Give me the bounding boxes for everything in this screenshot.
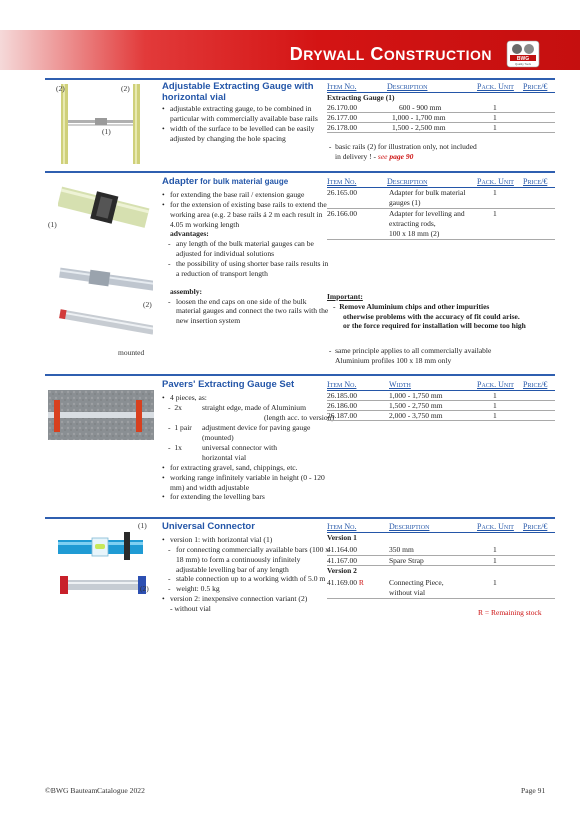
universal-connector-image — [58, 530, 153, 610]
table-header: Item No. Width Pack. Unit Price/€ — [327, 380, 555, 391]
callout-1: (1) — [102, 127, 111, 136]
product-table — [327, 177, 555, 240]
table-header: Item No. Description Pack. Unit Price/€ — [327, 522, 555, 533]
table-header: Item No. Description Pack. Unit Price/€ — [327, 177, 555, 188]
callout-mounted: mounted — [118, 348, 145, 357]
section-divider — [45, 78, 555, 80]
important-note: Important: - Remove Aluminium chips and other impurities otherwise problems with the accuracy of fit could arise. or the force required for installation will become too high — [327, 292, 526, 331]
product-description: • for extending the base rail / extension gauge • for the extension of existing base rails to extend the working area (e.g. 2 base rails á 2 m each result in 4.05 m working length advantages: - any length of the bulk material gauges can be adjusted for individual solutions - the possibility of using shorter base rails results in a reduction of transport length assembly: - loosen the end caps on one side of the bulk material gauges and connect the two rails with the new insertion system — [162, 190, 332, 326]
product-table — [327, 522, 555, 599]
section-divider — [45, 171, 555, 173]
table-row: 26.185.00 1,000 - 1,750 mm 1 — [327, 391, 555, 401]
callout-1: (1) — [138, 521, 147, 530]
page-title: DRYWALL CONSTRUCTION — [289, 44, 492, 64]
table-row: 41.167.00 Spare Strap 1 — [327, 556, 555, 566]
table-group-label: Version 2 — [327, 566, 357, 575]
bullet: • width of the surface to be levelled can be easily adjusted by changing the hole spacing — [162, 124, 332, 144]
product-description — [162, 104, 332, 143]
note: - basic rails (2) for illustration only, not included in delivery ! - see page 90 — [327, 142, 477, 161]
note: - same principle applies to all commercially available Aluminium profiles 100 x 18 mm only — [327, 346, 492, 365]
bullet: • adjustable extracting gauge, to be combined in particular with commercially available base rails — [162, 104, 332, 124]
product-title: Universal Connector — [162, 521, 255, 532]
extracting-gauge-image — [55, 84, 150, 164]
table-row: 41.164.00 350 mm 1 — [327, 543, 555, 556]
table-row: 26.187.00 2,000 - 3,750 mm 1 — [327, 411, 555, 421]
version-item: - weight: 0.5 kg — [162, 584, 330, 594]
table-row: 26.166.00 Adapter for levelling and extracting rods, 100 x 18 mm (2) 1 — [327, 209, 555, 240]
table-row: 26.177.00 1,000 - 1,700 mm 1 — [327, 113, 555, 123]
table-header: Item No. Description Pack. Unit Price/€ — [327, 82, 555, 93]
version-item: - stable connection up to a working width of 5.0 m — [162, 574, 330, 584]
version-item: - for connecting commercially available bars (100 x 18 mm) to form a continuously infinitely adjustable levelling bar of any length — [162, 545, 330, 575]
product-table — [327, 380, 555, 421]
callout-2: (2) — [143, 300, 152, 309]
table-group-label: Version 1 — [327, 533, 357, 542]
table-row: 41.169.00 R Connecting Piece, without vial 1 — [327, 576, 555, 599]
callout-2: (2) — [140, 584, 149, 593]
bwg-logo — [506, 40, 540, 68]
pavers-gauge-image — [48, 390, 154, 440]
table-group-label: Extracting Gauge (1) — [327, 93, 395, 102]
remaining-stock-note: R = Remaining stock — [478, 608, 542, 617]
bullet: • working range infinitely variable in height (0 - 120 mm) and width adjustable — [162, 473, 334, 493]
callout-2a: (2) — [56, 84, 65, 93]
svg-text:BWG: BWG — [516, 55, 530, 62]
product-description: • 4 pieces, as: - 2x straight edge, made of Aluminium (length acc. to version) - 1 pair adjustment device for paving gauge (mounted) - 1x universal connector with horizontal vial • for extracting gravel, sand, chippings, etc. • working range infinitely variable in height (0 - 120 mm) and width adjustable • for extending the levelling bars — [162, 393, 334, 502]
bullet: • for extending the base rail / extension gauge — [162, 190, 332, 200]
section-divider — [45, 374, 555, 376]
advantage-item: - any length of the bulk material gauges can be adjusted for individual solutions — [162, 239, 332, 259]
table-row: 26.165.00 Adapter for bulk material gauges (1) 1 — [327, 188, 555, 209]
callout-2b: (2) — [121, 84, 130, 93]
product-description: • version 1: with horizontal vial (1) - for connecting commercially available bars (100 x 18 mm) to form a continuously infinitely adjustable levelling bar of any length - stable connection up to a working width of 5.0 m - weight: 0.5 kg • version 2: inexpensive connection variant (2) - without vial — [162, 535, 330, 614]
bullet: • for extracting gravel, sand, chippings, etc. — [162, 463, 334, 473]
advantage-item: - the possibility of using shorter base rails results in a reduction of transport length — [162, 259, 332, 279]
product-title: Pavers' Extracting Gauge Set — [162, 379, 295, 390]
footer-copyright: ©BWG Bauteam — [45, 786, 98, 795]
svg-text:Quality Tools: Quality Tools — [515, 62, 531, 66]
table-row: 26.178.00 1,500 - 2,500 mm 1 — [327, 123, 555, 133]
table-row: 26.186.00 1,500 - 2,750 mm 1 — [327, 401, 555, 411]
bullet: • for extending the levelling bars — [162, 492, 334, 502]
adapter-image — [58, 178, 153, 358]
bullet: • for the extension of existing base rails to extend the working area (e.g. 2 base rails á 2 m each result in 4.05 m working length — [162, 200, 332, 230]
table-row: 26.170.00 600 - 900 mm 1 — [327, 103, 555, 113]
product-title: Adjustable Extracting Gauge with horizontal vial — [162, 81, 314, 103]
footer-page-number: Page 91 — [521, 786, 546, 795]
product-title: Adapter for bulk material gauge — [162, 176, 289, 187]
assembly-item: - loosen the end caps on one side of the bulk material gauges and connect the two rails with the new insertion system — [162, 297, 332, 327]
footer-catalogue: Catalogue 2022 — [97, 786, 145, 795]
product-table — [327, 82, 555, 133]
section-divider — [45, 517, 555, 519]
callout-1: (1) — [48, 220, 57, 229]
